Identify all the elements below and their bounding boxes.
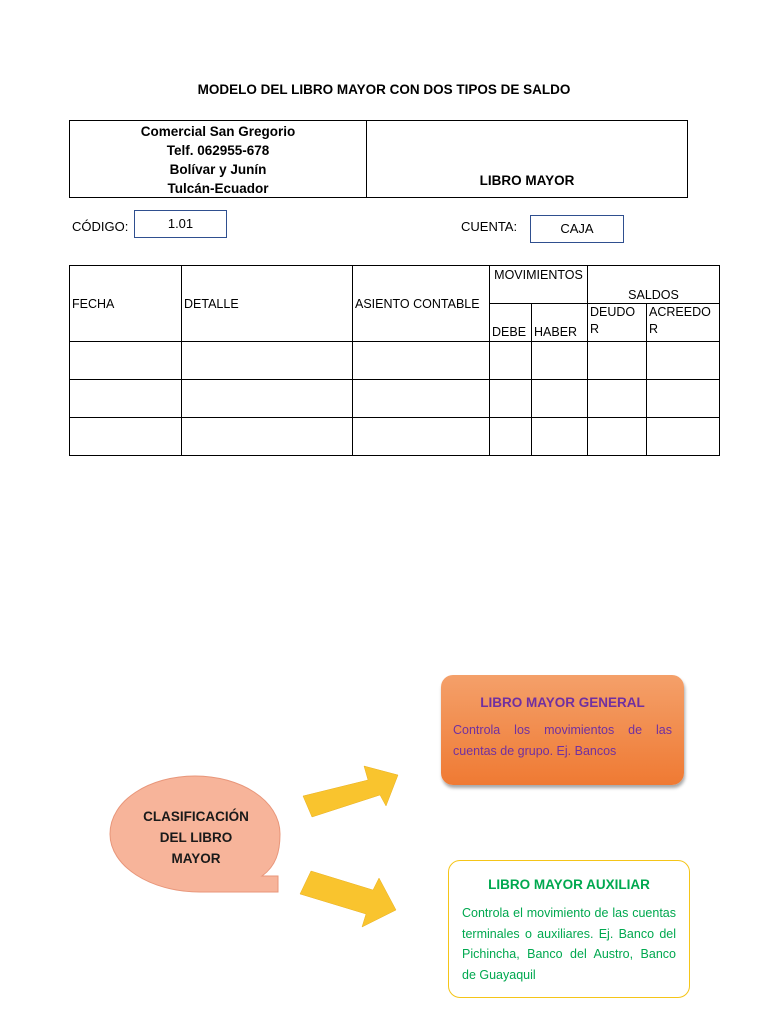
- table-row: [70, 380, 720, 418]
- table-cell[interactable]: [182, 418, 353, 456]
- table-cell[interactable]: [532, 418, 588, 456]
- table-row: [70, 418, 720, 456]
- table-cell[interactable]: [182, 342, 353, 380]
- table-cell[interactable]: [490, 342, 532, 380]
- classification-line-2: DEL LIBRO: [159, 830, 233, 845]
- general-ledger-description: Controla los movimientos de las cuentas de grupo. Ej. Bancos: [453, 723, 672, 758]
- code-field[interactable]: 1.01: [134, 210, 227, 238]
- classification-label: [126, 806, 266, 869]
- account-field[interactable]: CAJA: [530, 215, 624, 243]
- table-cell[interactable]: [647, 342, 720, 380]
- table-cell[interactable]: [588, 418, 647, 456]
- account-label: CUENTA:: [461, 219, 518, 234]
- table-cell[interactable]: [182, 380, 353, 418]
- table-row: [70, 342, 720, 380]
- header-deudor: DEUDOR: [588, 304, 647, 342]
- classification-line-3: MAYOR: [171, 851, 221, 866]
- general-ledger-title: LIBRO MAYOR GENERAL: [480, 695, 645, 710]
- header-detalle: DETALLE: [182, 266, 353, 342]
- table-cell[interactable]: [353, 418, 490, 456]
- arrow-down-right-icon: [300, 871, 396, 927]
- table-cell[interactable]: [532, 342, 588, 380]
- table-cell[interactable]: [353, 380, 490, 418]
- classification-line-1: CLASIFICACIÓN: [143, 809, 249, 824]
- table-cell[interactable]: [532, 380, 588, 418]
- company-info: [70, 121, 367, 197]
- company-name: Comercial San Gregorio: [140, 124, 296, 139]
- table-cell[interactable]: [647, 418, 720, 456]
- header-movimientos: MOVIMIENTOS: [490, 266, 588, 304]
- page-title: MODELO DEL LIBRO MAYOR CON DOS TIPOS DE SALDO: [197, 82, 571, 97]
- auxiliary-ledger-card: [448, 860, 690, 998]
- header-asiento: ASIENTO CONTABLE: [353, 266, 490, 342]
- header-debe: DEBE: [490, 304, 532, 342]
- table-cell[interactable]: [70, 342, 182, 380]
- header-haber: HABER: [532, 304, 588, 342]
- company-phone: Telf. 062955-678: [166, 143, 270, 158]
- code-label: CÓDIGO:: [72, 219, 129, 234]
- header-box: [69, 120, 688, 198]
- table-cell[interactable]: [490, 418, 532, 456]
- header-saldos: SALDOS: [588, 266, 720, 304]
- auxiliary-ledger-description: Controla el movimiento de las cuentas terminales o auxiliares. Ej. Banco del Pichincha, Banco del Austro, Banco de Guayaquil: [462, 906, 676, 982]
- book-label: LIBRO MAYOR: [479, 173, 575, 188]
- arrow-up-right-icon: [303, 766, 398, 817]
- table-cell[interactable]: [70, 418, 182, 456]
- table-cell[interactable]: [588, 380, 647, 418]
- ledger-table: [69, 265, 720, 456]
- table-cell[interactable]: [588, 342, 647, 380]
- header-acreedor: ACREEDOR: [647, 304, 720, 342]
- header-fecha: FECHA: [70, 266, 182, 342]
- general-ledger-card: [441, 675, 684, 785]
- table-cell[interactable]: [647, 380, 720, 418]
- company-address: Bolívar y Junín: [169, 162, 267, 177]
- company-city: Tulcán-Ecuador: [167, 181, 269, 196]
- table-cell[interactable]: [490, 380, 532, 418]
- table-cell[interactable]: [353, 342, 490, 380]
- table-cell[interactable]: [70, 380, 182, 418]
- auxiliary-ledger-title: LIBRO MAYOR AUXILIAR: [488, 877, 650, 892]
